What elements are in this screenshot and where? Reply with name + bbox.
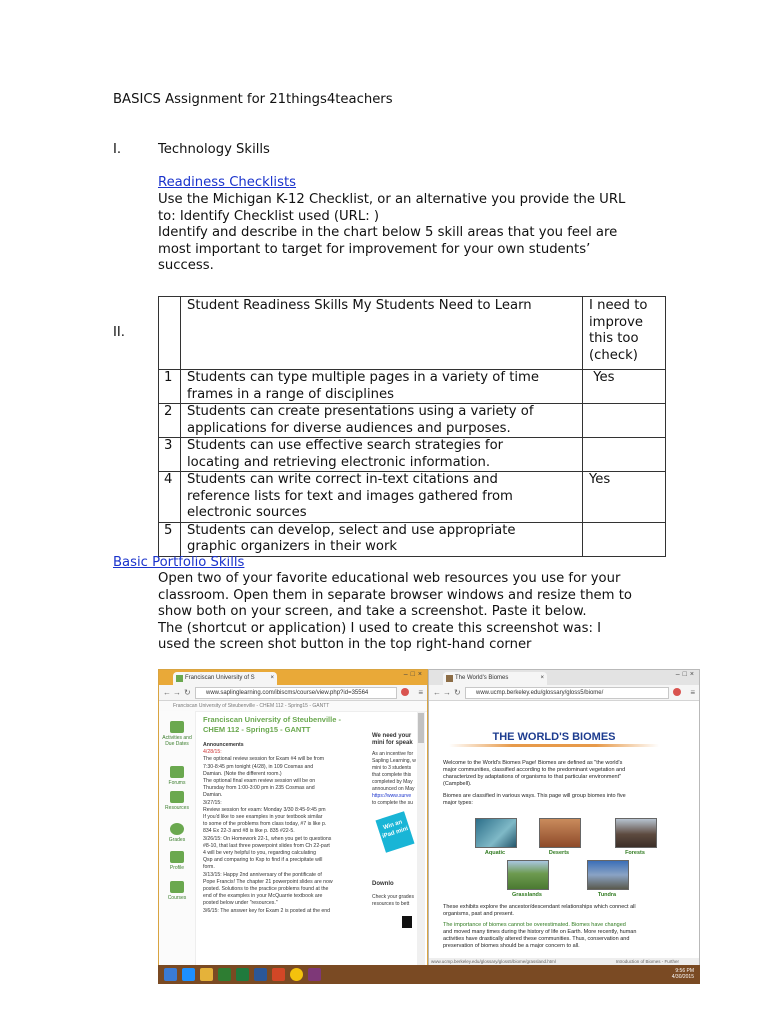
sidebar-item-profile[interactable] [159, 851, 195, 871]
skill-line: electronic sources [187, 505, 307, 520]
table-header-skill-text: Student Readiness Skills My Students Need to Learn [187, 298, 532, 313]
importance-line: and moved many times during the history of life on Earth. More recently, human [443, 929, 637, 935]
extension-icon[interactable] [401, 688, 409, 696]
maximize-icon[interactable]: □ [410, 671, 418, 678]
header-line: I need to [589, 298, 648, 313]
sidebar-item-courses[interactable] [159, 881, 195, 901]
biomes-heading: THE WORLD'S BIOMES [449, 727, 659, 747]
skill-line: Students can use effective search strategies for [187, 438, 504, 453]
back-icon[interactable]: ← [433, 688, 441, 697]
aquatic-label[interactable]: Aquatic [484, 850, 506, 856]
header-line: this too [589, 331, 639, 346]
extension-icon[interactable] [673, 688, 681, 696]
clock-time: 9:56 PM [675, 968, 694, 974]
forests-label[interactable]: Forests [625, 850, 645, 856]
ipad-mini-badge: Win an iPad mini [375, 811, 414, 853]
window-controls[interactable] [404, 671, 425, 678]
profile-card-icon [170, 851, 184, 863]
importance-line: activities have drastically altered these communities. Thus, conservation and [443, 936, 630, 942]
tab-bar [159, 670, 427, 685]
address-bar [429, 685, 699, 701]
url-input[interactable]: www.ucmp.berkeley.edu/glossary/gloss5/biome/ [465, 687, 669, 699]
book-icon [170, 881, 184, 893]
sapling-main-content [203, 715, 363, 915]
skill-line: Students can develop, select and use appropriate [187, 522, 516, 538]
announcement-line: The optional final exam review session will be on [203, 778, 316, 785]
close-icon[interactable]: × [689, 671, 697, 678]
announcement-line: Thursday from 1:00-3:00 pm in 235 Cosmas and [203, 785, 315, 792]
browser-tab[interactable] [173, 672, 277, 685]
announcement-line: to some of the problems from class today, #7 is like p. [203, 821, 327, 828]
announcement-line: Damian. [203, 792, 223, 799]
explore-line: These exhibits explore the ancestor/descendant relationships which connect all [443, 904, 636, 910]
importance-line: preservation of biomes should be a major concern to all. [443, 943, 580, 949]
menu-icon[interactable]: ≡ [418, 688, 423, 697]
announcements-list [203, 749, 363, 915]
promo-heading: We need your mini for speak [372, 733, 413, 746]
announcement-line: #8-10, that last three powerpoint slides from Ch 22-part [203, 842, 330, 849]
table-header-skill [181, 297, 583, 370]
forward-icon[interactable]: → [443, 688, 451, 697]
row-skill [181, 404, 583, 438]
close-tab-icon[interactable]: × [540, 675, 544, 681]
close-icon[interactable]: × [417, 671, 425, 678]
skill-line: reference lists for text and images gathered from [187, 488, 513, 504]
table-header-row [159, 297, 666, 370]
row-skill [181, 472, 583, 523]
row-check [583, 438, 666, 472]
sidebar-label: Activities and Due Dates [162, 735, 192, 747]
announcement-line: Pope Francis! The chapter 21 powerpoint slides are now [203, 878, 333, 885]
tab-bar [429, 670, 699, 685]
text-line: Identify and describe in the chart below 5 skill areas that you feel are [158, 225, 618, 240]
sidebar-label: Grades [168, 837, 186, 843]
sidebar-item-activities[interactable] [159, 721, 195, 747]
intro-line: major communities, classified according to the predominant vegetation and [443, 767, 626, 773]
text-line: Use the Michigan K-12 Checklist, or an alternative you provide the URL [158, 192, 626, 207]
promo-line: mini to 3 students [372, 765, 412, 771]
store-icon[interactable] [218, 968, 231, 981]
download-line: Check your grades [372, 894, 414, 900]
row-skill [181, 438, 583, 472]
announcement-line: 3/13/15: Happy 2nd anniversary of the pontificate of [203, 871, 322, 878]
intro-line: (Campbell). [443, 781, 472, 787]
table-row [159, 438, 666, 472]
skill-line: graphic organizers in their work [187, 539, 398, 554]
sidebar-label: Resources [165, 805, 189, 811]
text-line: The (shortcut or application) I used to create this screenshot was: I [158, 620, 601, 636]
promo-line[interactable]: https://www.surve [372, 793, 412, 799]
text-line: to: Identify Checklist used (URL: ) [158, 208, 379, 224]
status-url: www.ucmp.berkeley.edu/glossary/gloss5/biome/grassland.html [431, 959, 556, 964]
sidebar-item-resources[interactable] [159, 791, 195, 811]
grasslands-label[interactable]: Grasslands [512, 892, 542, 898]
forests-image[interactable] [615, 818, 657, 848]
calendar-icon [170, 721, 184, 733]
promo-line: to complete the su [372, 800, 413, 806]
row-check: Yes [583, 472, 666, 523]
embedded-screenshot [158, 669, 700, 984]
skill-line: Students can type multiple pages in a variety of time [187, 370, 539, 385]
readiness-skills-table [158, 296, 666, 557]
announcement-line: 7:30-8:45 pm tonight (4/28), in 109 Cosmas and [203, 763, 314, 770]
sidebar-label: Courses [167, 895, 187, 901]
download-heading: Downlo [372, 881, 394, 887]
chrome-icon[interactable] [290, 968, 303, 981]
forum-icon [170, 766, 184, 778]
announcement-line: 3/27/15: [203, 799, 222, 806]
page-favicon-icon [446, 675, 453, 682]
onenote-icon[interactable] [308, 968, 321, 981]
scrollbar-thumb[interactable] [418, 713, 424, 743]
back-icon[interactable]: ← [163, 688, 171, 697]
browser-window-sapling [158, 669, 428, 967]
reload-icon[interactable]: ↻ [184, 688, 191, 697]
announcement-line: 834 Ex 22-3 and #8 is like p. 835 #22-5. [203, 828, 295, 835]
sidebar-item-grades[interactable] [159, 823, 195, 843]
grasslands-image[interactable] [507, 860, 549, 890]
explore-line: organisms, past and present. [443, 911, 514, 917]
sapling-sidebar [159, 711, 196, 966]
row-number: 3 [159, 438, 181, 472]
menu-icon[interactable]: ≡ [690, 688, 695, 697]
classify-line: major types: [443, 800, 473, 806]
table-row [159, 522, 666, 556]
skill-line: applications for diverse audiences and purposes. [187, 420, 511, 436]
briefcase-icon [170, 791, 184, 803]
promo-line: completed by May [372, 779, 413, 785]
sidebar-item-forums[interactable] [159, 766, 195, 786]
row-number: 2 [159, 404, 181, 438]
tundra-label[interactable]: Tundra [597, 892, 617, 898]
address-bar [159, 685, 427, 701]
skill-line: frames in a range of disciplines [187, 386, 394, 402]
readiness-checklists-link[interactable]: Readiness Checklists [158, 175, 297, 190]
announcement-line: If you'd like to see examples in your textbook similar [203, 814, 323, 821]
tundra-image[interactable] [587, 860, 629, 890]
clock-date: 4/30/2015 [671, 974, 694, 980]
sidebar-label: Profile [169, 865, 185, 871]
announcement-line: 4/28/15: [203, 749, 222, 756]
readiness-instructions [158, 192, 625, 275]
portfolio-instructions [158, 571, 632, 654]
section-heading-technology-skills: Technology Skills [158, 142, 270, 157]
intro-line: characterized by adaptations of organisms to that particular environment" [443, 774, 622, 780]
url-input[interactable]: www.saplinglearning.com/ibiscms/course/view.php?id=35564 [195, 687, 397, 699]
minimize-icon[interactable]: – [403, 671, 411, 678]
grade-icon [170, 823, 184, 835]
row-number: 4 [159, 472, 181, 523]
course-title [203, 715, 363, 735]
row-number: 5 [159, 522, 181, 556]
windows-taskbar [158, 965, 700, 984]
powerpoint-icon[interactable] [272, 968, 285, 981]
forward-icon[interactable]: → [173, 688, 181, 697]
announcement-line: 3/6/15: The answer key for Exam 2 is posted at the end [203, 907, 331, 914]
vertical-scrollbar[interactable] [417, 711, 425, 966]
announcement-line: posted. Solutions to the practice problems found at the [203, 886, 329, 893]
word-icon[interactable] [254, 968, 267, 981]
browser-window-biomes [428, 669, 700, 967]
window-controls[interactable] [676, 671, 697, 678]
course-title-line: CHEM 112 - Spring15 - GANTT [203, 725, 311, 734]
announcement-line: The optional review session for Exam #4 will be from [203, 756, 325, 763]
deserts-label[interactable]: Deserts [548, 850, 570, 856]
text-line: Open two of your favorite educational web resources you use for your [158, 571, 621, 586]
deserts-image[interactable] [539, 818, 581, 848]
excel-icon[interactable] [236, 968, 249, 981]
table-cell [159, 297, 181, 370]
aquatic-image[interactable] [475, 818, 517, 848]
status-tail: Introduction of Biomes - Further [615, 959, 679, 964]
promo-line: Sapling Learning, w [372, 758, 416, 764]
skill-line: Students can create presentations using a variety of [187, 404, 534, 419]
table-row [159, 404, 666, 438]
header-line: (check) [589, 347, 638, 363]
sapling-favicon-icon [176, 675, 183, 682]
tab-title: The World's Biomes [455, 675, 509, 681]
promo-line: As an incentive for [372, 751, 414, 757]
browser-tab[interactable] [443, 672, 547, 685]
announcements-heading: Announcements [203, 742, 244, 748]
biomes-intro [443, 760, 689, 807]
announcement-line: Damian. (Note the different room.) [203, 770, 282, 777]
announcement-line: end of the examples in your McQuarrie textbook are [203, 893, 323, 900]
text-line: most important to target for improvement for your own students’ [158, 241, 591, 257]
row-check [583, 404, 666, 438]
text-line: used the screen shot button in the top right-hand corner [158, 637, 532, 652]
announcement-line: 4 will be very helpful to you, regarding calculating [203, 850, 317, 857]
announcement-line: 3/26/15: On Homework 22-1, when you get to questions [203, 835, 332, 842]
document-title: BASICS Assignment for 21things4teachers [113, 92, 393, 107]
table-row [159, 370, 666, 404]
course-title-line: Franciscan University of Steubenville - [203, 715, 341, 724]
maximize-icon[interactable]: □ [682, 671, 690, 678]
text-line: classroom. Open them in separate browser windows and resize them to [158, 587, 632, 603]
sidebar-label: Forums [168, 780, 186, 786]
text-line: show both on your screen, and take a screenshot. Paste it below. [158, 604, 587, 619]
announcement-line: posted below under "resources." [203, 900, 278, 907]
intro-line: Welcome to the World's Biomes Page! Biomes are defined as "the world's [443, 760, 623, 766]
row-number: 1 [159, 370, 181, 404]
table-header-check [583, 297, 666, 370]
download-app-icon[interactable] [402, 916, 412, 928]
biomes-explore [443, 904, 689, 950]
header-line: improve [589, 314, 643, 330]
text-line: success. [158, 258, 214, 273]
section-number-1: I. [113, 142, 122, 157]
row-check [583, 522, 666, 556]
classify-line: Biomes are classified in various ways. This page will group biomes into five [443, 793, 626, 799]
promo-line: announced on May [372, 786, 415, 792]
table-row [159, 472, 666, 523]
announcement-line: Qsp and comparing to Ksp to find if a precipitate will [203, 857, 323, 864]
sapling-right-column [372, 733, 417, 928]
basic-portfolio-skills-link[interactable]: Basic Portfolio Skills [113, 555, 245, 570]
close-tab-icon[interactable]: × [270, 675, 274, 681]
ie-icon[interactable] [182, 968, 195, 981]
announcement-line: form. [203, 864, 215, 871]
start-icon[interactable] [164, 968, 177, 981]
row-skill [181, 370, 583, 404]
reload-icon[interactable]: ↻ [454, 688, 461, 697]
skill-line: Students can write correct in-text citations and [187, 472, 498, 487]
importance-line: The importance of biomes cannot be overestimated. Biomes have changed [443, 922, 626, 928]
system-tray-clock[interactable] [672, 968, 694, 980]
breadcrumb: Franciscan University of Steubenville - CHEM 112 - Spring15 - GANTT [159, 701, 427, 712]
announcement-line: Review session for exam: Monday 3/30 8:45-9:45 pm [203, 806, 326, 813]
skill-line: locating and retrieving electronic information. [187, 454, 491, 470]
promo-line: that complete this [372, 772, 412, 778]
row-skill [181, 522, 583, 556]
tab-title: Franciscan University of S [185, 675, 255, 681]
file-explorer-icon[interactable] [200, 968, 213, 981]
section-number-2: II. [113, 325, 125, 340]
row-check: Yes [583, 370, 666, 404]
minimize-icon[interactable]: – [675, 671, 683, 678]
download-line: resources to bett [372, 901, 410, 907]
